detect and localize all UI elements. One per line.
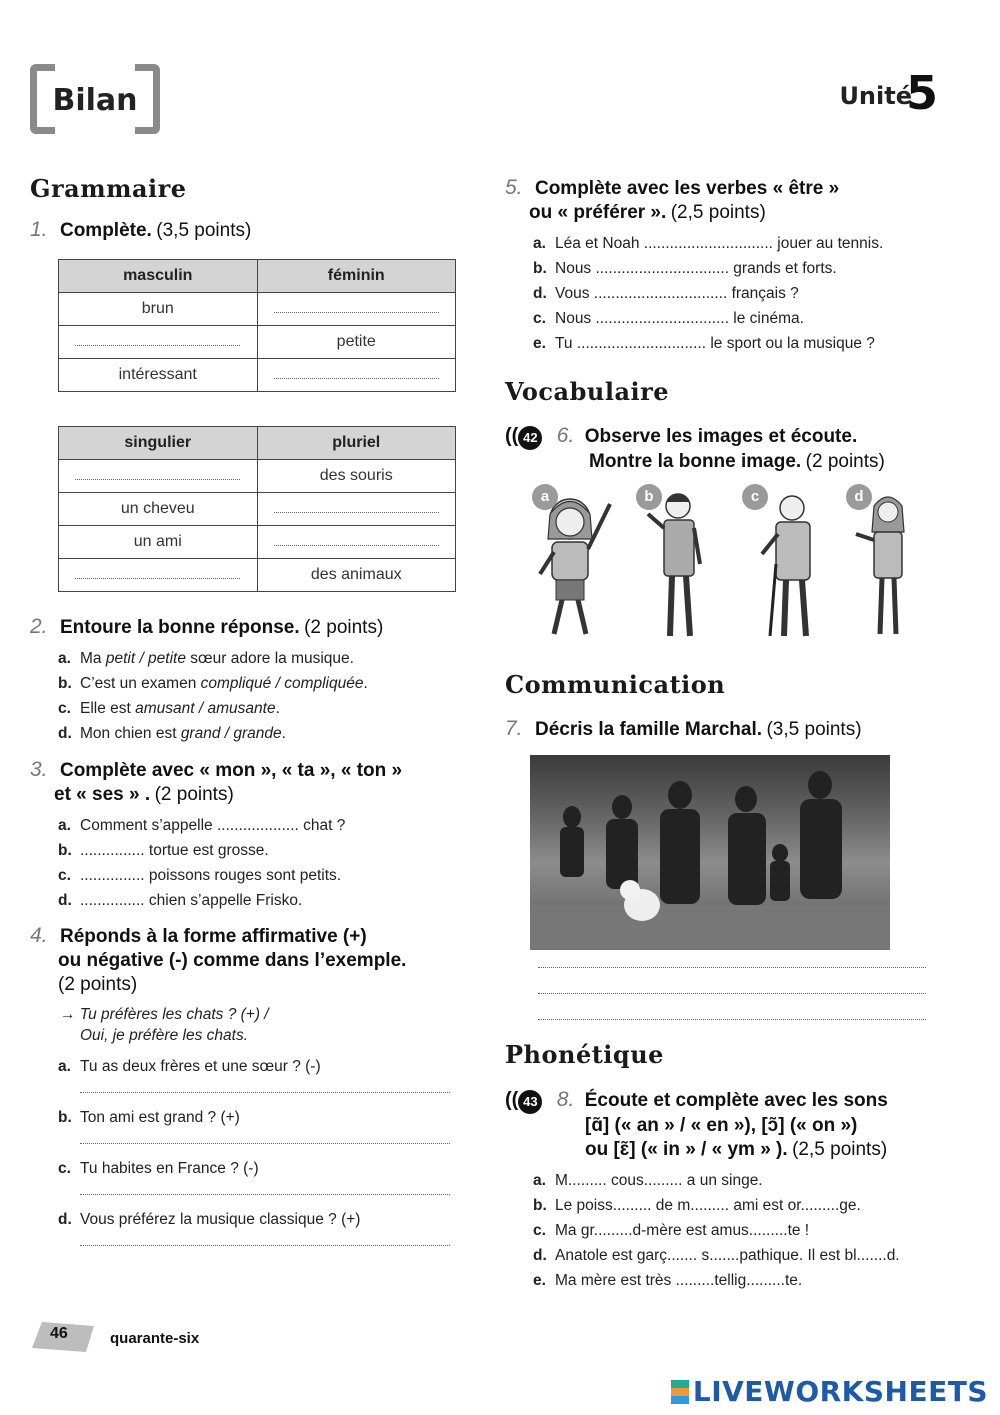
ex3-list <box>58 813 478 913</box>
list-item: b. ............... tortue est grosse. <box>58 842 269 859</box>
list-item: c. Nous ............................... le cinéma. <box>533 310 804 327</box>
answer-blank[interactable]: .............................. <box>576 335 707 352</box>
answer-blank[interactable]: ............... <box>80 867 145 884</box>
answer-blank[interactable]: ............................... <box>593 285 728 302</box>
table-cell: intéressant <box>59 359 258 392</box>
ex3-title: Complète avec « mon », « ta », « ton » <box>59 760 403 781</box>
answer-blank[interactable] <box>257 493 456 526</box>
unite-label: Unité <box>839 82 912 110</box>
list-item[interactable]: b. Le poiss......... de m......... ami est or.........ge. <box>533 1197 861 1214</box>
ex4-example: → Tu préfères les chats ? (+) / Oui, je préfère les chats. <box>60 1006 269 1044</box>
ex1-heading <box>30 218 251 243</box>
answer-line[interactable] <box>80 1189 450 1195</box>
list-item: d. ............... chien s’appelle Frisko. <box>58 892 303 909</box>
answer-line[interactable] <box>538 962 926 968</box>
ex6-heading: (( 42 6. Observe les images et écoute. Montre la bonne image. (2 points) <box>505 424 885 472</box>
ex8-title: Écoute et complète avec les sons <box>584 1090 888 1111</box>
choice-option[interactable]: grand / grande <box>180 725 282 742</box>
ex4-points: (2 points) <box>58 974 138 995</box>
table-cell: un ami <box>59 526 258 559</box>
answer-blank[interactable]: ............... <box>80 842 145 859</box>
answer-blank[interactable] <box>59 460 258 493</box>
bilan-title: Bilan <box>52 83 138 118</box>
illustration-label: d <box>846 484 872 510</box>
audio-track-number: 43 <box>518 1090 542 1114</box>
ex8-number: 8. <box>556 1088 575 1111</box>
answer-blank[interactable]: ................... <box>216 817 299 834</box>
audio-icon[interactable]: (( <box>505 1089 519 1111</box>
page-number-text: quarante-six <box>110 1330 200 1347</box>
illustration-c[interactable] <box>762 496 810 636</box>
answer-blank[interactable]: ............... <box>80 892 145 909</box>
choice-option[interactable]: amusant / amusante <box>135 700 276 717</box>
page-number: 46 <box>50 1325 68 1342</box>
list-item[interactable]: c. Ma gr.........d-mère est amus.........te ! <box>533 1222 810 1239</box>
ex2-heading <box>30 615 383 640</box>
table-header: singulier <box>59 427 258 460</box>
list-item: e. Tu .............................. le sport ou la musique ? <box>533 335 875 352</box>
answer-blank[interactable] <box>59 559 258 592</box>
ex5-points: (2,5 points) <box>670 202 766 223</box>
list-item: d. Mon chien est grand / grande. <box>58 725 286 742</box>
ex2-number: 2. <box>30 615 48 638</box>
list-item[interactable]: e. Ma mère est très .........tellig.........te. <box>533 1272 803 1289</box>
ex3-points: (2 points) <box>154 784 234 805</box>
list-item[interactable]: d. Anatole est garç....... s.......pathique. Il est bl.......d. <box>533 1247 900 1264</box>
ex7-answer-lines <box>538 962 926 1020</box>
ex2-points: (2 points) <box>304 617 384 638</box>
answer-blank[interactable]: .............................. <box>643 235 773 252</box>
list-item: a. Ma petit / petite sœur adore la musique. <box>58 650 354 667</box>
list-item: d. Vous préférez la musique classique ? (+) <box>58 1211 361 1228</box>
ex1-number: 1. <box>30 218 48 241</box>
ex6-number: 6. <box>556 424 575 447</box>
choice-option[interactable]: compliqué / compliquée <box>200 675 364 692</box>
list-item: a. Léa et Noah .............................. jouer au tennis. <box>533 235 884 252</box>
table-gender <box>58 259 456 392</box>
ex8-heading: (( 43 8. Écoute et complète avec les sons [ɑ̃] (« an » / « en »), [ɔ̃] (« on ») ou [ɛ̃] (« in » / « ym » ). (2,5 points) <box>505 1088 888 1160</box>
section-grammaire: Grammaire <box>30 174 187 203</box>
answer-blank[interactable]: ............................... <box>595 310 729 327</box>
ex5-list <box>533 231 953 356</box>
list-item: b. C’est un examen compliqué / compliquée. <box>58 675 368 692</box>
list-item: a. Comment s’appelle ................... chat ? <box>58 817 346 834</box>
table-number <box>58 426 456 592</box>
ex8-points: (2,5 points) <box>792 1139 888 1160</box>
answer-line[interactable] <box>538 1014 926 1020</box>
bilan-frame <box>30 64 160 134</box>
answer-blank[interactable]: ............................... <box>595 260 729 277</box>
table-cell: des animaux <box>257 559 456 592</box>
table-cell: petite <box>257 326 456 359</box>
ex1-title: Complète. <box>59 220 152 241</box>
table-header: féminin <box>257 260 456 293</box>
ex7-heading <box>505 717 862 742</box>
answer-blank[interactable] <box>257 359 456 392</box>
ex5-heading: 5. Complète avec les verbes « être » ou « préférer ». (2,5 points) <box>505 176 840 223</box>
table-cell: brun <box>59 293 258 326</box>
illustration-label: a <box>532 484 558 510</box>
table-header: masculin <box>59 260 258 293</box>
answer-blank[interactable] <box>257 526 456 559</box>
answer-line[interactable] <box>538 988 926 994</box>
ex3-heading: 3. Complète avec « mon », « ta », « ton » et « ses » . (2 points) <box>30 758 403 805</box>
ex5-number: 5. <box>505 176 523 199</box>
list-item: c. ............... poissons rouges sont petits. <box>58 867 342 884</box>
ex6-points: (2 points) <box>805 451 885 472</box>
list-item: b. Ton ami est grand ? (+) <box>58 1109 240 1126</box>
unite-number: 5 <box>905 66 938 120</box>
ex4-heading: 4. Réponds à la forme affirmative (+) ou négative (-) comme dans l’exemple. (2 points) <box>30 924 480 997</box>
audio-track-number: 42 <box>518 426 542 450</box>
illustration-a[interactable] <box>540 499 610 634</box>
illustration-b[interactable] <box>648 494 700 636</box>
page-number-badge <box>28 1318 98 1354</box>
ex3-number: 3. <box>30 758 48 781</box>
list-item: a. Tu as deux frères et une sœur ? (-) <box>58 1058 321 1075</box>
ex7-points: (3,5 points) <box>766 719 862 740</box>
list-item: b. Nous ............................... grands et forts. <box>533 260 837 277</box>
section-vocabulaire: Vocabulaire <box>505 377 670 406</box>
list-item: d. Vous ............................... français ? <box>533 285 799 302</box>
ex7-number: 7. <box>505 717 523 740</box>
answer-blank[interactable] <box>59 326 258 359</box>
family-photo <box>530 755 890 950</box>
illustration-d[interactable] <box>856 497 904 634</box>
ex4-list <box>58 1054 450 1246</box>
ex4-number: 4. <box>30 924 48 947</box>
audio-icon[interactable]: (( <box>505 425 519 447</box>
list-item: c. Elle est amusant / amusante. <box>58 700 280 717</box>
illustration-label: c <box>742 484 768 510</box>
ex4-title: Réponds à la forme affirmative (+) <box>59 926 367 947</box>
ex7-title: Décris la famille Marchal. <box>534 719 763 740</box>
ex2-title: Entoure la bonne réponse. <box>59 617 300 638</box>
table-cell: un cheveu <box>59 493 258 526</box>
ex6-title: Observe les images et écoute. <box>584 426 858 447</box>
table-header: pluriel <box>257 427 456 460</box>
answer-line[interactable] <box>80 1138 450 1144</box>
liveworksheets-logo[interactable] <box>671 1375 988 1408</box>
illustration-label: b <box>636 484 662 510</box>
ex5-title: Complète avec les verbes « être » <box>534 178 840 199</box>
ex1-points: (3,5 points) <box>156 220 252 241</box>
list-item: c. Tu habites en France ? (-) <box>58 1160 259 1177</box>
answer-blank[interactable] <box>257 293 456 326</box>
ex8-list <box>533 1168 973 1293</box>
choice-option[interactable]: petit / petite <box>105 650 186 667</box>
table-cell: des souris <box>257 460 456 493</box>
section-communication: Communication <box>505 670 726 699</box>
liveworksheets-icon <box>671 1380 689 1404</box>
answer-line[interactable] <box>80 1087 450 1093</box>
answer-line[interactable] <box>80 1240 450 1246</box>
ex2-list <box>58 646 478 746</box>
section-phonetique: Phonétique <box>505 1040 664 1069</box>
list-item[interactable]: a. M......... cous......... a un singe. <box>533 1172 763 1189</box>
liveworksheets-text: LIVEWORKSHEETS <box>692 1375 988 1408</box>
